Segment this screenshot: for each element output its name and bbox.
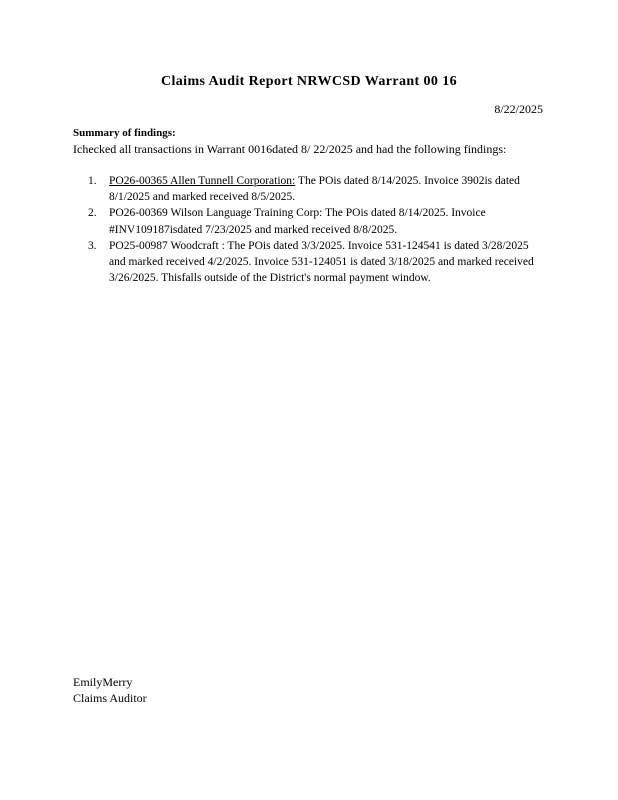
intro-paragraph: Ichecked all transactions in Warrant 0016dated 8/ 22/2025 and had the following findings: <box>73 142 507 156</box>
auditor-name: EmilyMerry <box>73 675 133 689</box>
report-title: Claims Audit Report NRWCSD Warrant 00 16 <box>160 74 458 89</box>
auditor-role: Claims Auditor <box>73 691 147 705</box>
finding-text: The POis dated 8/14/2025. Invoice 3902is dated 8/1/2025 and marked received 8/5/2025. <box>109 175 520 204</box>
signature-block <box>73 674 147 706</box>
report-date: 8/22/2025 <box>494 102 543 116</box>
finding-number: 3. <box>88 239 97 252</box>
summary-heading: Summary of findings: <box>73 127 176 139</box>
finding-text: The POis dated 8/14/2025. Invoice #INV109187isdated 7/23/2025 and marked received 8/8/2025. <box>109 207 486 236</box>
finding-item-3 <box>88 238 548 287</box>
finding-number: 2. <box>88 207 97 220</box>
finding-number: 1. <box>88 175 97 187</box>
finding-item-2 <box>88 205 548 237</box>
finding-vendor: PO25-00987 Woodcraft : <box>109 239 225 252</box>
finding-vendor: PO26-00365 Allen Tunnell Corporation: <box>109 175 296 187</box>
finding-vendor: PO26-00369 Wilson Language Training Corp: <box>109 207 323 220</box>
findings-list <box>88 173 548 286</box>
finding-text: The POis dated 3/3/2025. Invoice 531-124541 is dated 3/28/2025 and marked received 4/2/2025. Invoice 531-124051 is dated 3/18/2025 and marked received 3/26/2025. Thisfalls outside of the District's normal payment window. <box>109 239 534 285</box>
finding-item-1 <box>88 173 548 205</box>
